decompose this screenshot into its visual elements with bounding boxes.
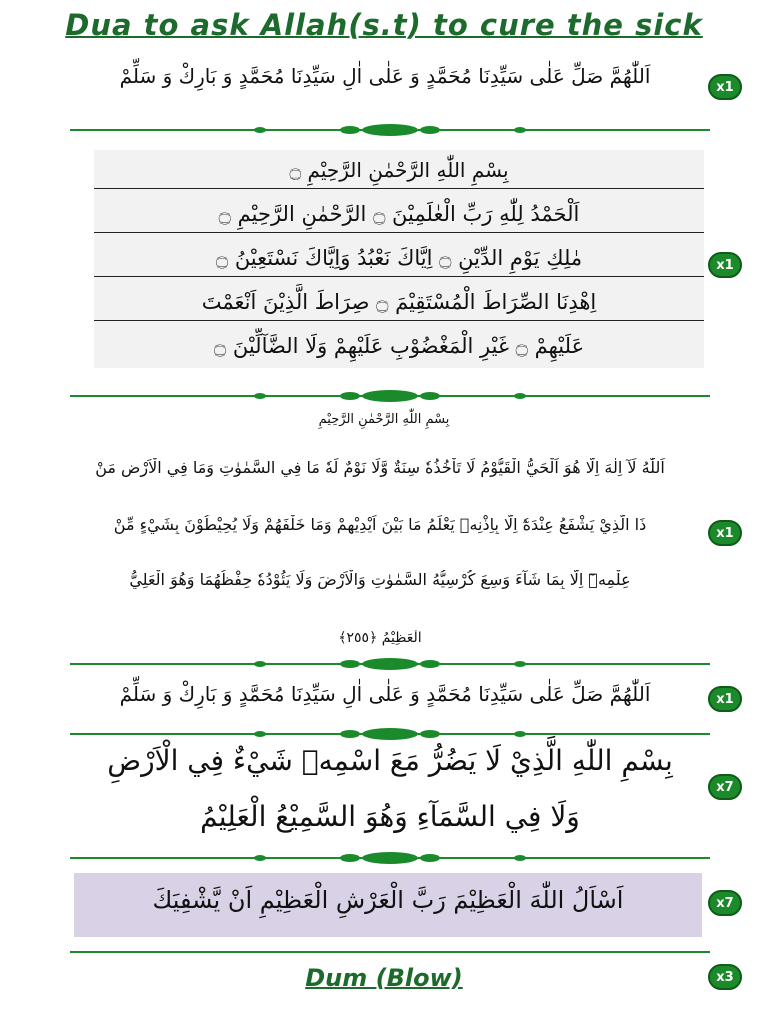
ornamental-divider bbox=[70, 122, 710, 138]
bismillah-dua-line: بِسْمِ اللّٰهِ الَّذِيْ لَا يَضُرُّ مَعَ اسْمِهٖ شَيْءٌ فِي الْاَرْضِ bbox=[107, 744, 673, 777]
count-badge-dum: x3 bbox=[708, 964, 742, 990]
ornamental-divider bbox=[70, 388, 710, 404]
page-title: Dua to ask Allah(s.t) to cure the sick bbox=[65, 8, 703, 42]
fatiha-line: مٰلِكِ يَوْمِ الدِّيْنِ ۝ اِيَّاكَ نَعْبُدُ وَاِيَّاكَ نَسْتَعِيْنُ ۝ bbox=[94, 240, 704, 277]
ayat-kursi-line: ذَا الَّذِيْ يَشْفَعُ عِنْدَهٗٓ اِلَّا بِاِذْنِهٖ يَعْلَمُ مَا بَيْنَ اَيْدِيْهِمْ وَمَا خَلْفَهُمْ وَلَا يُحِيْطُوْنَ بِشَيْءٍ مِّنْ bbox=[113, 515, 647, 534]
count-badge-salawat-first: x1 bbox=[708, 74, 742, 100]
fatiha-line: عَلَيْهِمْ ۝ غَيْرِ الْمَغْضُوْبِ عَلَيْهِمْ وَلَا الضَّآلِّيْنَ ۝ bbox=[213, 334, 585, 358]
fatiha-line: بِسْمِ اللّٰهِ الرَّحْمٰنِ الرَّحِيْمِ ۝ bbox=[94, 152, 704, 189]
ornamental-divider bbox=[70, 656, 710, 672]
salawat-first: اَللّٰهُمَّ صَلِّ عَلٰى سَيِّدِنَا مُحَمَّدٍ وَ عَلٰى اٰلِ سَيِّدِنَا مُحَمَّدٍ وَ بَارِكْ وَ سَلِّمْ bbox=[119, 64, 651, 88]
bismillah-dua-line: وَلَا فِي السَّمَآءِ وَهُوَ السَّمِيْعُ الْعَلِيْمُ bbox=[200, 800, 580, 833]
count-badge-ayat-kursi: x1 bbox=[708, 520, 742, 546]
ornamental-divider bbox=[70, 850, 710, 866]
ayat-kursi-line: الْعَظِيْمُ ﴿٢٥٥﴾ bbox=[338, 630, 422, 646]
salawat-second: اَللّٰهُمَّ صَلِّ عَلٰى سَيِّدِنَا مُحَمَّدٍ وَ عَلٰى اٰلِ سَيِّدِنَا مُحَمَّدٍ وَ بَارِكْ وَ سَلِّمْ bbox=[119, 682, 651, 706]
fatiha-panel bbox=[94, 150, 704, 368]
count-badge-salawat-second: x1 bbox=[708, 686, 742, 712]
ornamental-divider bbox=[70, 944, 710, 960]
count-badge-bismillah-dua: x7 bbox=[708, 774, 742, 800]
ayat-kursi-line: اَللّٰهُ لَآ اِلٰهَ اِلَّا هُوَ اَلْحَيُّ الْقَيُّوْمُ لَا تَاْخُذُهٗ سِنَةٌ وَّلَا نَوْمٌ لَهٗ مَا فِي السَّمٰوٰتِ وَمَا فِي الْاَرْضِ مَنْ bbox=[95, 458, 665, 477]
fatiha-line: اَلْحَمْدُ لِلّٰهِ رَبِّ الْعٰلَمِيْنَ ۝ الرَّحْمٰنِ الرَّحِيْمِ ۝ bbox=[94, 196, 704, 233]
kursi-heading: بِسْمِ اللّٰهِ الرَّحْمٰنِ الرَّحِيْمِ bbox=[318, 412, 450, 427]
count-badge-fatiha: x1 bbox=[708, 252, 742, 278]
dum-label: Dum (Blow) bbox=[305, 964, 463, 992]
ayat-kursi-line: عِلْمِهٖٓ اِلَّا بِمَا شَآءَ وَسِعَ كُرْسِيُّهُ السَّمٰوٰتِ وَالْاَرْضَ وَلَا يَئُوْدُهٗ حِفْظُهُمَا وَهُوَ الْعَلِيُّ bbox=[129, 570, 631, 589]
ornamental-divider bbox=[70, 726, 710, 742]
count-badge-asalullah: x7 bbox=[708, 890, 742, 916]
fatiha-line: اِهْدِنَا الصِّرَاطَ الْمُسْتَقِيْمَ ۝ صِرَاطَ الَّذِيْنَ اَنْعَمْتَ bbox=[94, 284, 704, 321]
asalullah-dua: اَسْاَلُ اللّٰهَ الْعَظِيْمَ رَبَّ الْعَرْشِ الْعَظِيْمِ اَنْ يَّشْفِيَكَ bbox=[152, 886, 624, 914]
